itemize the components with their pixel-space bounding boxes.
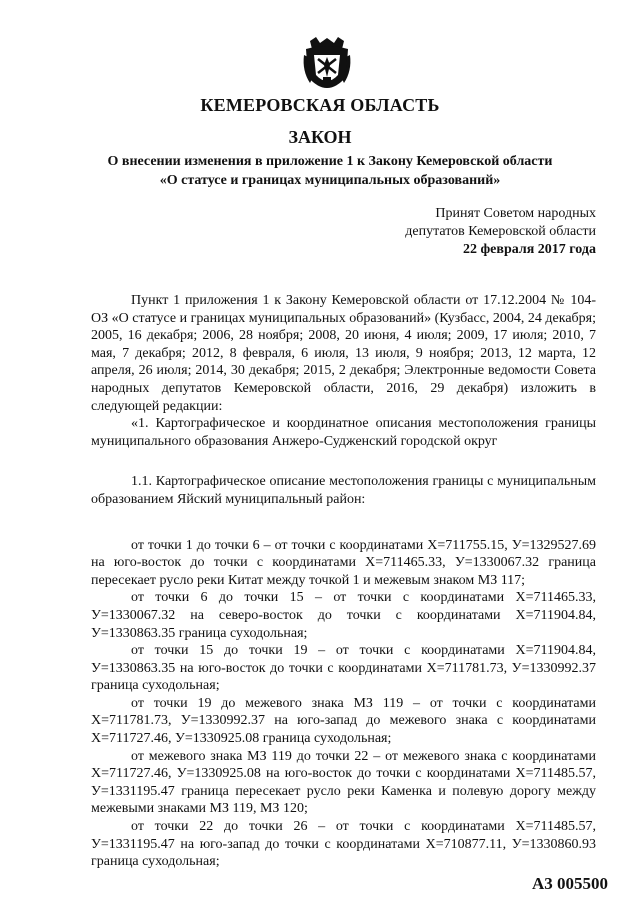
region-title: КЕМЕРОВСКАЯ ОБЛАСТЬ [200,95,440,115]
law-subtitle [70,152,590,190]
paragraph-subsection: 1.1. Картографическое описание местоположения границы с муниципальным образованием Яйский муниципальный район: [91,474,596,507]
paragraph-boundary-segment: от точки 19 до межевого знака МЗ 119 – от точки с координатами Х=711781.73, У=1330992.37 на юго-запад до межевого знака с координатами Х=711727.46, У=1330925.08 граница суходольная; [91,695,596,747]
paragraph-section-heading: «1. Картографическое и координатное описания местоположения границы муниципального образования Анжеро-Судженский городской округ [91,416,596,449]
paragraph-intro: Пункт 1 приложения 1 к Закону Кемеровской области от 17.12.2004 № 104-ОЗ «О статусе и границах муниципальных образований» (Кузбасс, 2004, 24 декабря; 2005, 16 декабря; 2006, 28 ноября; 2008, 20 июня, 4 июля; 2009, 17 июля; 2010, 7 мая, 7 декабря; 2012, 8 февраля, 6 июля, 13 июля, 9 ноября; 2013, 12 марта, 12 апреля, 26 июля; 2014, 30 декабря; 2015, 2 декабря; Электронные ведомости Совета народных депутатов Кемеровской области, 2016, 29 декабря) изложить в следующей редакции: [91,293,596,414]
adoption-note [296,205,596,259]
paragraph-boundary-segment: от точки 1 до точки 6 – от точки с координатами Х=711755.15, У=1329527.69 на юго-восток до точки с координатами Х=711465.33, У=1330067.32 граница пересекает русло реки Китат между точкой 1 и межевым знаком МЗ 117; [91,537,596,588]
document-type: ЗАКОН [288,127,352,147]
subtitle-line-2: «О статусе и границах муниципальных образований» [159,173,501,188]
paragraph-boundary-segment: от точки 15 до точки 19 – от точки с координатами Х=711904.84, У=1330863.35 на юго-восток до точки с координатами Х=711781.73, У=1330992.37 граница суходольная; [91,643,596,694]
paragraph-boundary-segment: от точки 22 до точки 26 – от точки с координатами Х=711485.57, У=1331195.47 на юго-запад до точки с координатами Х=710877.11, У=1330860.93 граница суходольная; [91,819,596,870]
law-body [91,292,596,871]
serial-number: А3 005500 [531,874,608,893]
paragraph-boundary-segment: от точки 6 до точки 15 – от точки с координатами Х=711465.33, У=1330067.32 на северо-восток до точки с координатами Х=711904.84, У=1330863.35 граница суходольная; [91,590,596,641]
subtitle-line-1: О внесении изменения в приложение 1 к Закону Кемеровской области [107,154,553,169]
adoption-date: 22 февраля 2017 года [463,242,596,257]
paragraph-boundary-segment: от межевого знака МЗ 119 до точки 22 – от межевого знака с координатами Х=711727.46, У=1330925.08 на юго-восток до точки с координатами Х=711485.57, У=1331195.47 граница пересекает русло реки Каменка и полевую дорогу между межевыми знаками МЗ 119, МЗ 120; [91,748,596,817]
adoption-line-2: депутатов Кемеровской области [405,224,596,239]
adoption-line-1: Принят Советом народных [435,206,596,221]
coat-of-arms-icon [302,37,352,97]
